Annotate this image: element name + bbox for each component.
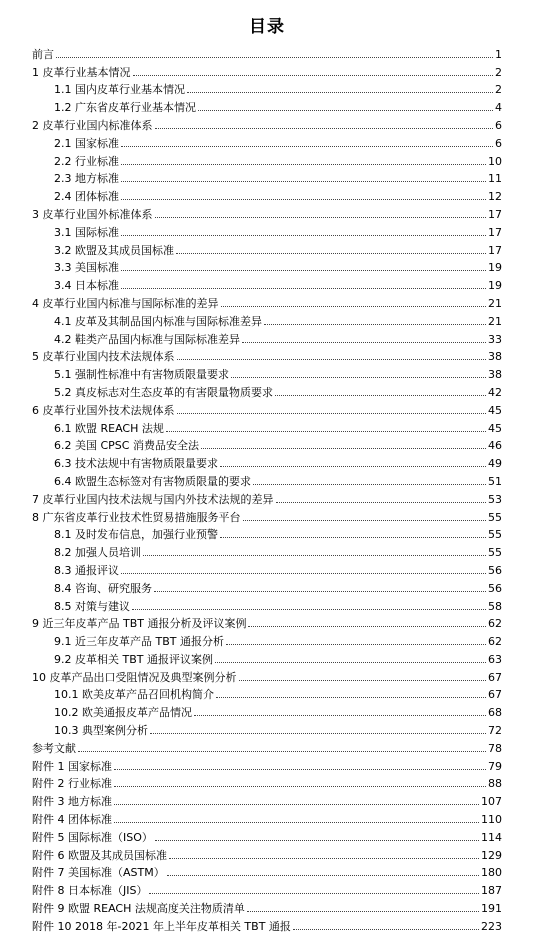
- toc-entry-label: 6.1 欧盟 REACH 法规: [54, 421, 164, 435]
- toc-entry-label: 6 皮革行业国外技术法规体系: [32, 403, 175, 417]
- toc-entry-page-number: 107: [481, 795, 502, 809]
- toc-entry[interactable]: [0, 614, 534, 632]
- toc-entry-page-number: 38: [488, 368, 502, 382]
- toc-entry-page-number: 180: [481, 866, 502, 880]
- toc-entry-label: 3.1 国际标准: [54, 225, 119, 239]
- toc-entry-label: 前言: [32, 47, 54, 61]
- toc-entry-page-number: 63: [488, 652, 502, 666]
- toc-entry-label: 附件 8 日本标准（JIS）: [32, 884, 148, 898]
- toc-entry[interactable]: [0, 151, 534, 169]
- dot-leader: [247, 911, 479, 912]
- dot-leader: [121, 573, 486, 574]
- toc-entry-label: 2 皮革行业国内标准体系: [32, 118, 153, 132]
- toc-entry-page-number: 45: [488, 403, 502, 417]
- toc-entry[interactable]: [0, 578, 534, 596]
- dot-leader: [242, 342, 486, 343]
- toc-entry-label: 2.1 国家标准: [54, 136, 119, 150]
- toc-entry-page-number: 88: [488, 777, 502, 791]
- toc-entry-page-number: 56: [488, 563, 502, 577]
- dot-leader: [187, 92, 493, 93]
- toc-entry-label: 5 皮革行业国内技术法规体系: [32, 350, 175, 364]
- toc-entry-label: 5.1 强制性标准中有害物质限量要求: [54, 368, 229, 382]
- toc-entry[interactable]: [0, 436, 534, 454]
- toc-entry[interactable]: [0, 240, 534, 258]
- dot-leader: [198, 110, 493, 111]
- toc-entry-page-number: 72: [488, 724, 502, 738]
- toc-entry-page-number: 17: [488, 243, 502, 257]
- toc-entry-page-number: 6: [495, 136, 502, 150]
- toc-entry-page-number: 67: [488, 688, 502, 702]
- toc-entry[interactable]: [0, 507, 534, 525]
- dot-leader: [56, 57, 493, 58]
- toc-entry-page-number: 1: [495, 47, 502, 61]
- dot-leader: [239, 680, 487, 681]
- toc-entry[interactable]: [0, 204, 534, 222]
- toc-entry[interactable]: [0, 702, 534, 720]
- toc-entry-page-number: 21: [488, 296, 502, 310]
- toc-entry[interactable]: [0, 62, 534, 80]
- toc-entry-page-number: 223: [481, 919, 502, 933]
- toc-entry-label: 8.5 对策与建议: [54, 599, 130, 613]
- dot-leader: [176, 253, 486, 254]
- toc-entry-label: 附件 9 欧盟 REACH 法规高度关注物质清单: [32, 902, 245, 916]
- toc-entry-page-number: 129: [481, 848, 502, 862]
- dot-leader: [221, 306, 487, 307]
- toc-entry[interactable]: [0, 542, 534, 560]
- toc-entry[interactable]: [0, 863, 534, 881]
- dot-leader: [143, 555, 486, 556]
- dot-leader: [264, 324, 486, 325]
- toc-entry[interactable]: [0, 364, 534, 382]
- toc-entry-page-number: 55: [488, 546, 502, 560]
- toc-entry[interactable]: [0, 329, 534, 347]
- toc-entry-label: 8.3 通报评议: [54, 563, 119, 577]
- toc-entry-label: 8.1 及时发布信息，加强行业预警: [54, 528, 218, 542]
- toc-entry-label: 6.3 技术法规中有害物质限量要求: [54, 457, 218, 471]
- dot-leader: [155, 840, 479, 841]
- toc-entry-page-number: 46: [488, 439, 502, 453]
- toc-entry-page-number: 17: [488, 207, 502, 221]
- dot-leader: [114, 822, 479, 823]
- toc-entry-page-number: 56: [488, 581, 502, 595]
- dot-leader: [275, 395, 486, 396]
- toc-entry[interactable]: [0, 791, 534, 809]
- toc-entry-label: 10.1 欧美皮革产品召回机构简介: [54, 688, 214, 702]
- toc-entry[interactable]: [0, 44, 534, 62]
- toc-entry-label: 8 广东省皮革行业技术性贸易措施服务平台: [32, 510, 241, 524]
- toc-entry-label: 2.2 行业标准: [54, 154, 119, 168]
- toc-entry-label: 附件 10 2018 年-2021 年上半年皮革相关 TBT 通报: [32, 919, 291, 933]
- toc-entry-page-number: 17: [488, 225, 502, 239]
- toc-entry-page-number: 45: [488, 421, 502, 435]
- toc-entry[interactable]: [0, 756, 534, 774]
- toc-entry-page-number: 67: [488, 670, 502, 684]
- toc-entry-label: 附件 6 欧盟及其成员国标准: [32, 848, 167, 862]
- toc-entry[interactable]: [0, 97, 534, 115]
- toc-entry-label: 10 皮革产品出口受阻情况及典型案例分析: [32, 670, 237, 684]
- toc-entry-page-number: 78: [488, 741, 502, 755]
- toc-entry-page-number: 12: [488, 190, 502, 204]
- toc-entry[interactable]: [0, 560, 534, 578]
- toc-entry-page-number: 55: [488, 528, 502, 542]
- toc-entry-page-number: 62: [488, 635, 502, 649]
- toc-entry-label: 2.3 地方标准: [54, 172, 119, 186]
- toc-entry[interactable]: [0, 827, 534, 845]
- toc-entry-label: 2.4 团体标准: [54, 190, 119, 204]
- toc-entry-label: 6.4 欧盟生态标签对有害物质限量的要求: [54, 474, 251, 488]
- toc-entry-page-number: 2: [495, 83, 502, 97]
- toc-entry[interactable]: [0, 898, 534, 916]
- toc-entry-label: 5.2 真皮标志对生态皮革的有害限量物质要求: [54, 385, 273, 399]
- dot-leader: [177, 359, 487, 360]
- dot-leader: [114, 786, 486, 787]
- toc-entry-label: 3.3 美国标准: [54, 261, 119, 275]
- toc-entry-label: 附件 2 行业标准: [32, 777, 112, 791]
- toc-entry[interactable]: [0, 809, 534, 827]
- toc-entry-page-number: 53: [488, 492, 502, 506]
- toc-entry-page-number: 114: [481, 830, 502, 844]
- toc-entry-label: 8.2 加强人员培训: [54, 546, 141, 560]
- toc-entry-page-number: 68: [488, 706, 502, 720]
- toc-entry-label: 10.2 欧美通报皮革产品情况: [54, 706, 192, 720]
- toc-entry-label: 7 皮革行业国内技术法规与国内外技术法规的差异: [32, 492, 274, 506]
- dot-leader: [220, 537, 486, 538]
- toc-entry-label: 10.3 典型案例分析: [54, 724, 148, 738]
- toc-entry-label: 附件 1 国家标准: [32, 759, 112, 773]
- toc-entry-label: 1.1 国内皮革行业基本情况: [54, 83, 185, 97]
- dot-leader: [167, 875, 479, 876]
- toc-entry-page-number: 62: [488, 617, 502, 631]
- toc-entry[interactable]: [0, 453, 534, 471]
- dot-leader: [114, 769, 486, 770]
- dot-leader: [215, 662, 486, 663]
- dot-leader: [194, 715, 486, 716]
- dot-leader: [114, 804, 479, 805]
- dot-leader: [150, 733, 486, 734]
- toc-entry-page-number: 19: [488, 261, 502, 275]
- dot-leader: [226, 644, 486, 645]
- toc-entry[interactable]: [0, 667, 534, 685]
- toc-entry[interactable]: [0, 596, 534, 614]
- table-of-contents: [0, 44, 534, 934]
- toc-entry[interactable]: [0, 880, 534, 898]
- dot-leader: [121, 199, 486, 200]
- toc-entry[interactable]: [0, 382, 534, 400]
- toc-entry-label: 3.2 欧盟及其成员国标准: [54, 243, 174, 257]
- dot-leader: [166, 431, 486, 432]
- dot-leader: [253, 484, 486, 485]
- toc-entry-label: 3.4 日本标准: [54, 279, 119, 293]
- toc-entry-page-number: 33: [488, 332, 502, 346]
- toc-entry-page-number: 38: [488, 350, 502, 364]
- toc-entry[interactable]: [0, 525, 534, 543]
- toc-entry[interactable]: [0, 258, 534, 276]
- toc-entry-page-number: 51: [488, 474, 502, 488]
- dot-leader: [243, 520, 487, 521]
- toc-entry[interactable]: [0, 489, 534, 507]
- toc-entry-page-number: 58: [488, 599, 502, 613]
- toc-entry[interactable]: [0, 738, 534, 756]
- toc-entry-label: 3 皮革行业国外标准体系: [32, 207, 153, 221]
- toc-entry-page-number: 191: [481, 902, 502, 916]
- toc-entry-label: 4.1 皮革及其制品国内标准与国际标准差异: [54, 314, 262, 328]
- toc-entry-label: 附件 3 地方标准: [32, 795, 112, 809]
- toc-entry-page-number: 19: [488, 279, 502, 293]
- toc-entry-page-number: 42: [488, 385, 502, 399]
- toc-entry-label: 9.2 皮革相关 TBT 通报评议案例: [54, 652, 213, 666]
- toc-entry-label: 4.2 鞋类产品国内标准与国际标准差异: [54, 332, 240, 346]
- toc-entry-page-number: 187: [481, 884, 502, 898]
- dot-leader: [216, 697, 486, 698]
- toc-entry-page-number: 2: [495, 65, 502, 79]
- toc-entry-page-number: 79: [488, 759, 502, 773]
- toc-entry[interactable]: [0, 311, 534, 329]
- toc-entry[interactable]: [0, 400, 534, 418]
- dot-leader: [201, 448, 486, 449]
- toc-entry-label: 8.4 咨询、研究服务: [54, 581, 152, 595]
- dot-leader: [220, 466, 486, 467]
- toc-entry-label: 9 近三年皮革产品 TBT 通报分析及评议案例: [32, 617, 247, 631]
- dot-leader: [169, 858, 479, 859]
- dot-leader: [248, 626, 486, 627]
- toc-entry[interactable]: [0, 916, 534, 934]
- toc-entry[interactable]: [0, 80, 534, 98]
- toc-entry-label: 附件 7 美国标准（ASTM）: [32, 866, 165, 880]
- dot-leader: [276, 502, 487, 503]
- toc-entry[interactable]: [0, 774, 534, 792]
- dot-leader: [132, 609, 486, 610]
- dot-leader: [121, 288, 486, 289]
- toc-entry-page-number: 21: [488, 314, 502, 328]
- toc-entry[interactable]: [0, 845, 534, 863]
- toc-entry-label: 附件 4 团体标准: [32, 813, 112, 827]
- dot-leader: [177, 413, 487, 414]
- dot-leader: [154, 591, 486, 592]
- toc-entry[interactable]: [0, 649, 534, 667]
- page-title: 目录: [249, 17, 285, 37]
- toc-entry[interactable]: [0, 631, 534, 649]
- toc-entry-label: 4 皮革行业国内标准与国际标准的差异: [32, 296, 219, 310]
- dot-leader: [121, 181, 486, 182]
- toc-entry-page-number: 110: [481, 813, 502, 827]
- dot-leader: [121, 235, 486, 236]
- toc-entry-page-number: 6: [495, 118, 502, 132]
- toc-entry-label: 参考文献: [32, 741, 76, 755]
- toc-entry-page-number: 55: [488, 510, 502, 524]
- toc-entry[interactable]: [0, 720, 534, 738]
- dot-leader: [133, 75, 494, 76]
- dot-leader: [78, 751, 486, 752]
- toc-entry[interactable]: [0, 293, 534, 311]
- toc-entry-page-number: 11: [488, 172, 502, 186]
- toc-entry[interactable]: [0, 115, 534, 133]
- toc-entry[interactable]: [0, 133, 534, 151]
- toc-entry-label: 1 皮革行业基本情况: [32, 65, 131, 79]
- dot-leader: [231, 377, 486, 378]
- toc-entry-page-number: 10: [488, 154, 502, 168]
- toc-entry[interactable]: [0, 275, 534, 293]
- toc-entry-label: 1.2 广东省皮革行业基本情况: [54, 101, 196, 115]
- toc-entry[interactable]: [0, 685, 534, 703]
- dot-leader: [149, 893, 479, 894]
- dot-leader: [293, 929, 479, 930]
- toc-entry-label: 6.2 美国 CPSC 消费品安全法: [54, 439, 199, 453]
- toc-entry[interactable]: [0, 471, 534, 489]
- toc-entry-page-number: 4: [495, 101, 502, 115]
- dot-leader: [155, 217, 487, 218]
- toc-entry[interactable]: [0, 347, 534, 365]
- dot-leader: [121, 164, 486, 165]
- dot-leader: [121, 146, 493, 147]
- toc-entry[interactable]: [0, 418, 534, 436]
- toc-entry[interactable]: [0, 169, 534, 187]
- toc-entry-page-number: 49: [488, 457, 502, 471]
- toc-entry-label: 附件 5 国际标准（ISO）: [32, 830, 153, 844]
- dot-leader: [155, 128, 494, 129]
- toc-entry[interactable]: [0, 186, 534, 204]
- toc-entry-label: 9.1 近三年皮革产品 TBT 通报分析: [54, 635, 224, 649]
- toc-entry[interactable]: [0, 222, 534, 240]
- dot-leader: [121, 270, 486, 271]
